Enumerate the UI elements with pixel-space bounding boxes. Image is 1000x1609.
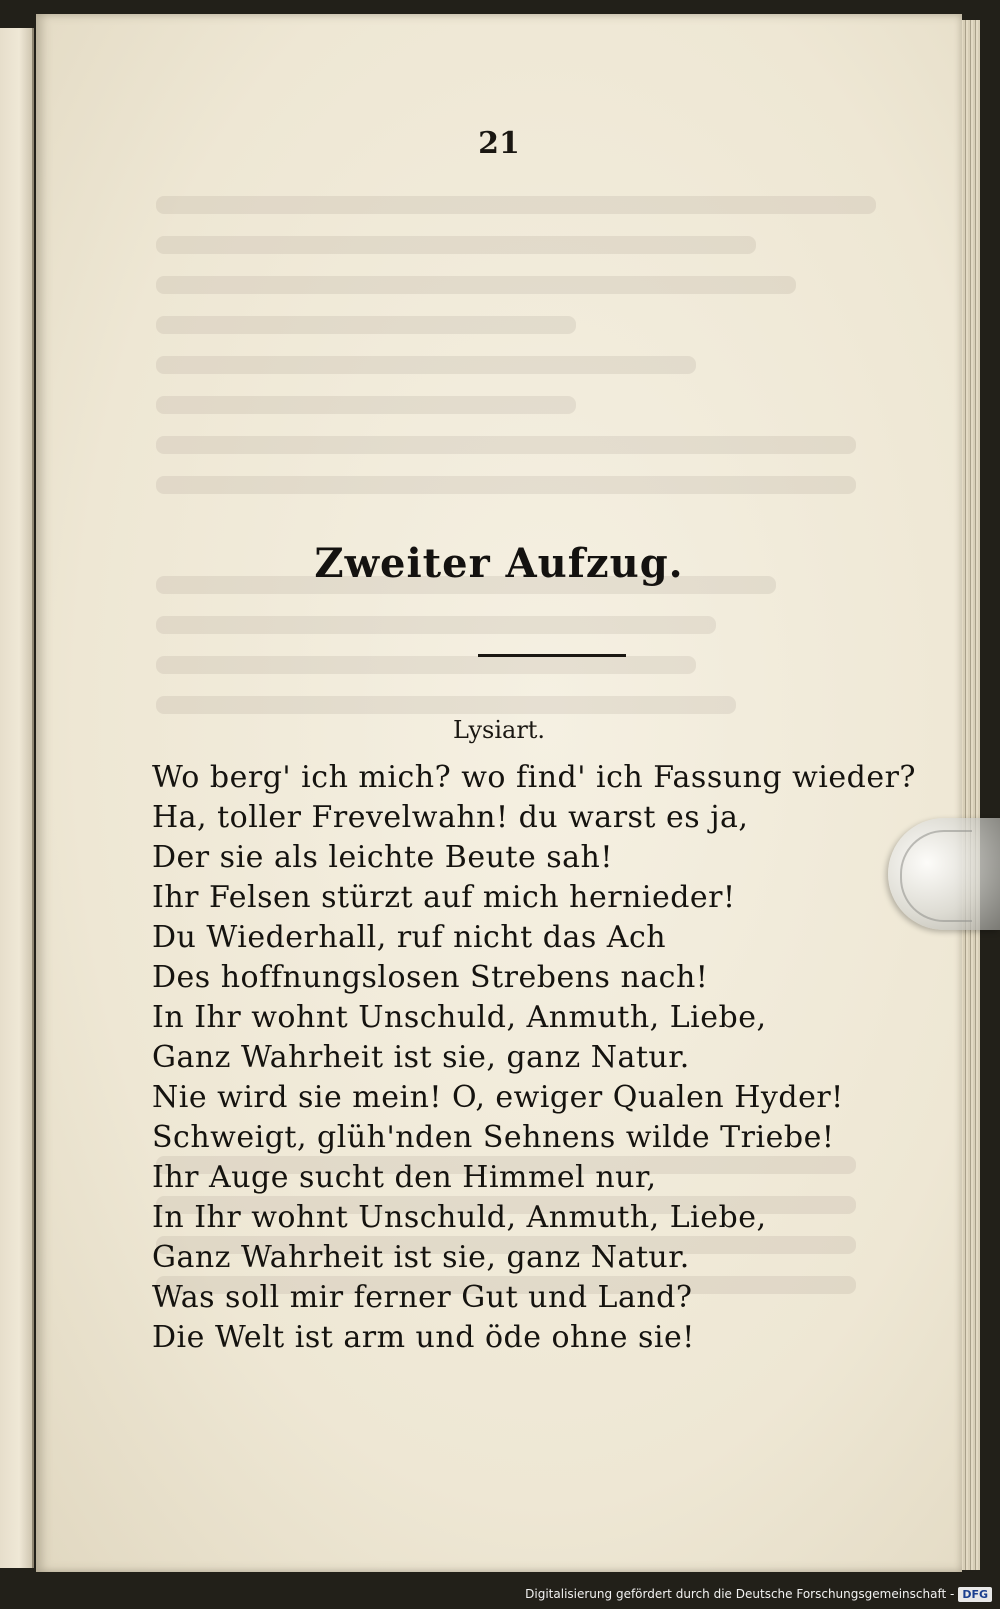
verse-line: Was soll mir ferner Gut und Land? [152,1280,693,1315]
verse-line: Ihr Felsen stürzt auf mich hernieder! [152,880,736,915]
verse-line: Wo berg' ich mich? wo find' ich Fassung wieder? [152,760,917,795]
speaker-name: Lysiart. [452,716,546,744]
verse-line: Ha, toller Frevelwahn! du warst es ja, [152,800,749,835]
book-page [36,14,962,1572]
verse-line: Die Welt ist arm und öde ohne sie! [152,1320,695,1355]
verse-line: In Ihr wohnt Unschuld, Anmuth, Liebe, [152,1000,767,1035]
dfg-logo: DFG [958,1587,992,1602]
verse-line: Nie wird sie mein! O, ewiger Qualen Hyder! [152,1080,844,1115]
verse-line: Ganz Wahrheit ist sie, ganz Natur. [152,1240,690,1275]
act-title: Zweiter Aufzug. [314,540,684,587]
digitization-credit [525,1581,992,1607]
facing-page-edge [0,28,34,1568]
verse-line: Ihr Auge sucht den Himmel nur, [152,1160,657,1195]
verse-line: Des hoffnungslosen Strebens nach! [152,960,709,995]
credit-text: Digitalisierung gefördert durch die Deutsche Forschungsgemeinschaft - [525,1587,955,1601]
verse-line: Ganz Wahrheit ist sie, ganz Natur. [152,1040,690,1075]
page-clip-inner [900,830,972,922]
verse-line: In Ihr wohnt Unschuld, Anmuth, Liebe, [152,1200,767,1235]
page-number: 21 [478,126,520,161]
verse-block [152,758,916,1358]
verse-line: Du Wiederhall, ruf nicht das Ach [152,920,667,955]
page-clip [888,818,1000,930]
verse-line: Schweigt, glüh'nden Sehnens wilde Triebe! [152,1120,835,1155]
title-divider [478,654,626,657]
verse-line: Der sie als leichte Beute sah! [152,840,613,875]
